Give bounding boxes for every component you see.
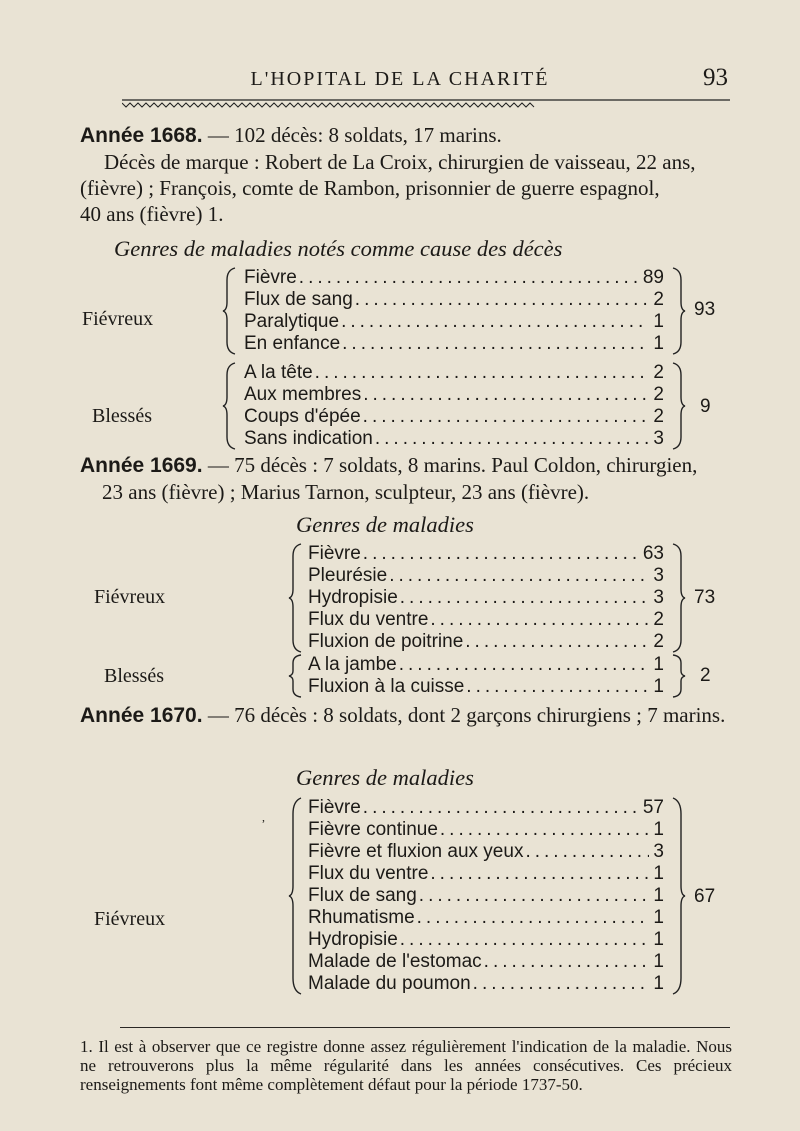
table1-blesses-rows	[244, 362, 664, 450]
page-number: 93	[703, 64, 728, 91]
table-row: Fluxion à la cuisse ..... 1	[308, 676, 664, 698]
table2-group-fievreux: Fiévreux	[94, 586, 166, 608]
table1-fievreux-rows	[244, 267, 664, 355]
year-heading-1669: Année 1669.	[80, 454, 203, 477]
table-row: Fluxion de poitrine ..... 2	[308, 631, 664, 653]
table-row: Fièvre ..... 63	[308, 543, 664, 565]
table1-group-blesses: Blessés	[92, 405, 152, 427]
table-row: Flux de sang ..... 1	[308, 885, 664, 907]
right-brace	[670, 361, 686, 451]
notable-deaths-1668-line3: 40 ans (fièvre) 1.	[80, 202, 224, 226]
right-brace	[670, 542, 686, 654]
table-row: Fièvre et fluxion aux yeux ..... 3	[308, 841, 664, 863]
table-row: Fièvre continue ..... 1	[308, 819, 664, 841]
table-row: En enfance ..... 1	[244, 333, 664, 355]
left-brace	[288, 653, 304, 699]
right-brace	[670, 266, 686, 356]
left-brace	[288, 542, 304, 654]
table2-group-blesses: Blessés	[104, 665, 164, 687]
table1-group-fievreux: Fiévreux	[82, 308, 154, 330]
table3-total-fievreux: 67	[694, 886, 716, 907]
footnote-rule	[120, 1027, 730, 1028]
table-row: Malade du poumon ..... 1	[308, 973, 664, 995]
deaths-1669: — 75 décès : 7 soldats, 8 marins. Paul Coldon, chirurgien,	[202, 453, 698, 477]
table2-total-fievreux: 73	[694, 587, 716, 608]
right-brace	[670, 653, 686, 699]
table3-group-fievreux: Fiévreux	[94, 908, 166, 930]
table-row: Malade de l'estomac ..... 1	[308, 951, 664, 973]
table-row: Aux membres ..... 2	[244, 384, 664, 406]
table-row: Fièvre ..... 89	[244, 267, 664, 289]
table-row: Coups d'épée ..... 2	[244, 406, 664, 428]
table-row: Flux de sang ..... 2	[244, 289, 664, 311]
table-row: Sans indication ..... 3	[244, 428, 664, 450]
left-brace	[288, 796, 304, 996]
notable-deaths-1668-line2: (fièvre) ; François, comte de Rambon, prisonnier de guerre espagnol,	[80, 176, 660, 200]
table-row: Rhumatisme ..... 1	[308, 907, 664, 929]
table3-fievreux-rows	[308, 797, 664, 995]
stray-mark: ,	[262, 810, 265, 824]
notable-deaths-1669: 23 ans (fièvre) ; Marius Tarnon, sculpteur, 23 ans (fièvre).	[102, 480, 590, 504]
deaths-1670: — 76 décès : 8 soldats, dont 2 garçons chirurgiens ; 7 marins.	[202, 703, 726, 727]
table-row: Flux du ventre ..... 1	[308, 863, 664, 885]
table-row: Hydropisie ..... 3	[308, 587, 664, 609]
table-row: Fièvre ..... 57	[308, 797, 664, 819]
table2-total-blesses: 2	[700, 665, 711, 686]
table3-title: Genres de maladies	[296, 765, 474, 790]
table-row: Flux du ventre ..... 2	[308, 609, 664, 631]
table-row: Pleurésie ..... 3	[308, 565, 664, 587]
table1-total-fievreux: 93	[694, 299, 716, 320]
table2-blesses-rows	[308, 654, 664, 698]
notable-deaths-1668-line1: Décès de marque : Robert de La Croix, chirurgien de vaisseau, 22 ans,	[104, 150, 696, 174]
table2-fievreux-rows	[308, 543, 664, 653]
footnote: 1. Il est à observer que ce registre donne assez régulièrement l'indication de la maladie. Nous ne retrouverons plus la même régularité dans les années consécutives. Ces précieux renseignements font même complètement défaut pour la période 1737-50.	[80, 1037, 732, 1094]
table-row: A la jambe ..... 1	[308, 654, 664, 676]
table1-title: Genres de maladies notés comme cause des décès	[114, 236, 563, 261]
paragraph-1668	[80, 122, 732, 227]
table-row: Paralytique ..... 1	[244, 311, 664, 333]
table-row: A la tête ..... 2	[244, 362, 664, 384]
left-brace	[222, 361, 238, 451]
paragraph-1670	[80, 702, 732, 729]
decorative-rule	[122, 97, 730, 109]
paragraph-1669	[80, 452, 732, 505]
table-row: Hydropisie ..... 1	[308, 929, 664, 951]
deaths-1668: — 102 décès: 8 soldats, 17 marins.	[202, 123, 502, 147]
left-brace	[222, 266, 238, 356]
right-brace	[670, 796, 686, 996]
table2-title: Genres de maladies	[296, 512, 474, 537]
year-heading-1670: Année 1670.	[80, 704, 203, 727]
table1-total-blesses: 9	[700, 396, 711, 417]
running-header: L'HOPITAL DE LA CHARITÉ	[250, 68, 550, 90]
year-heading-1668: Année 1668.	[80, 124, 203, 147]
